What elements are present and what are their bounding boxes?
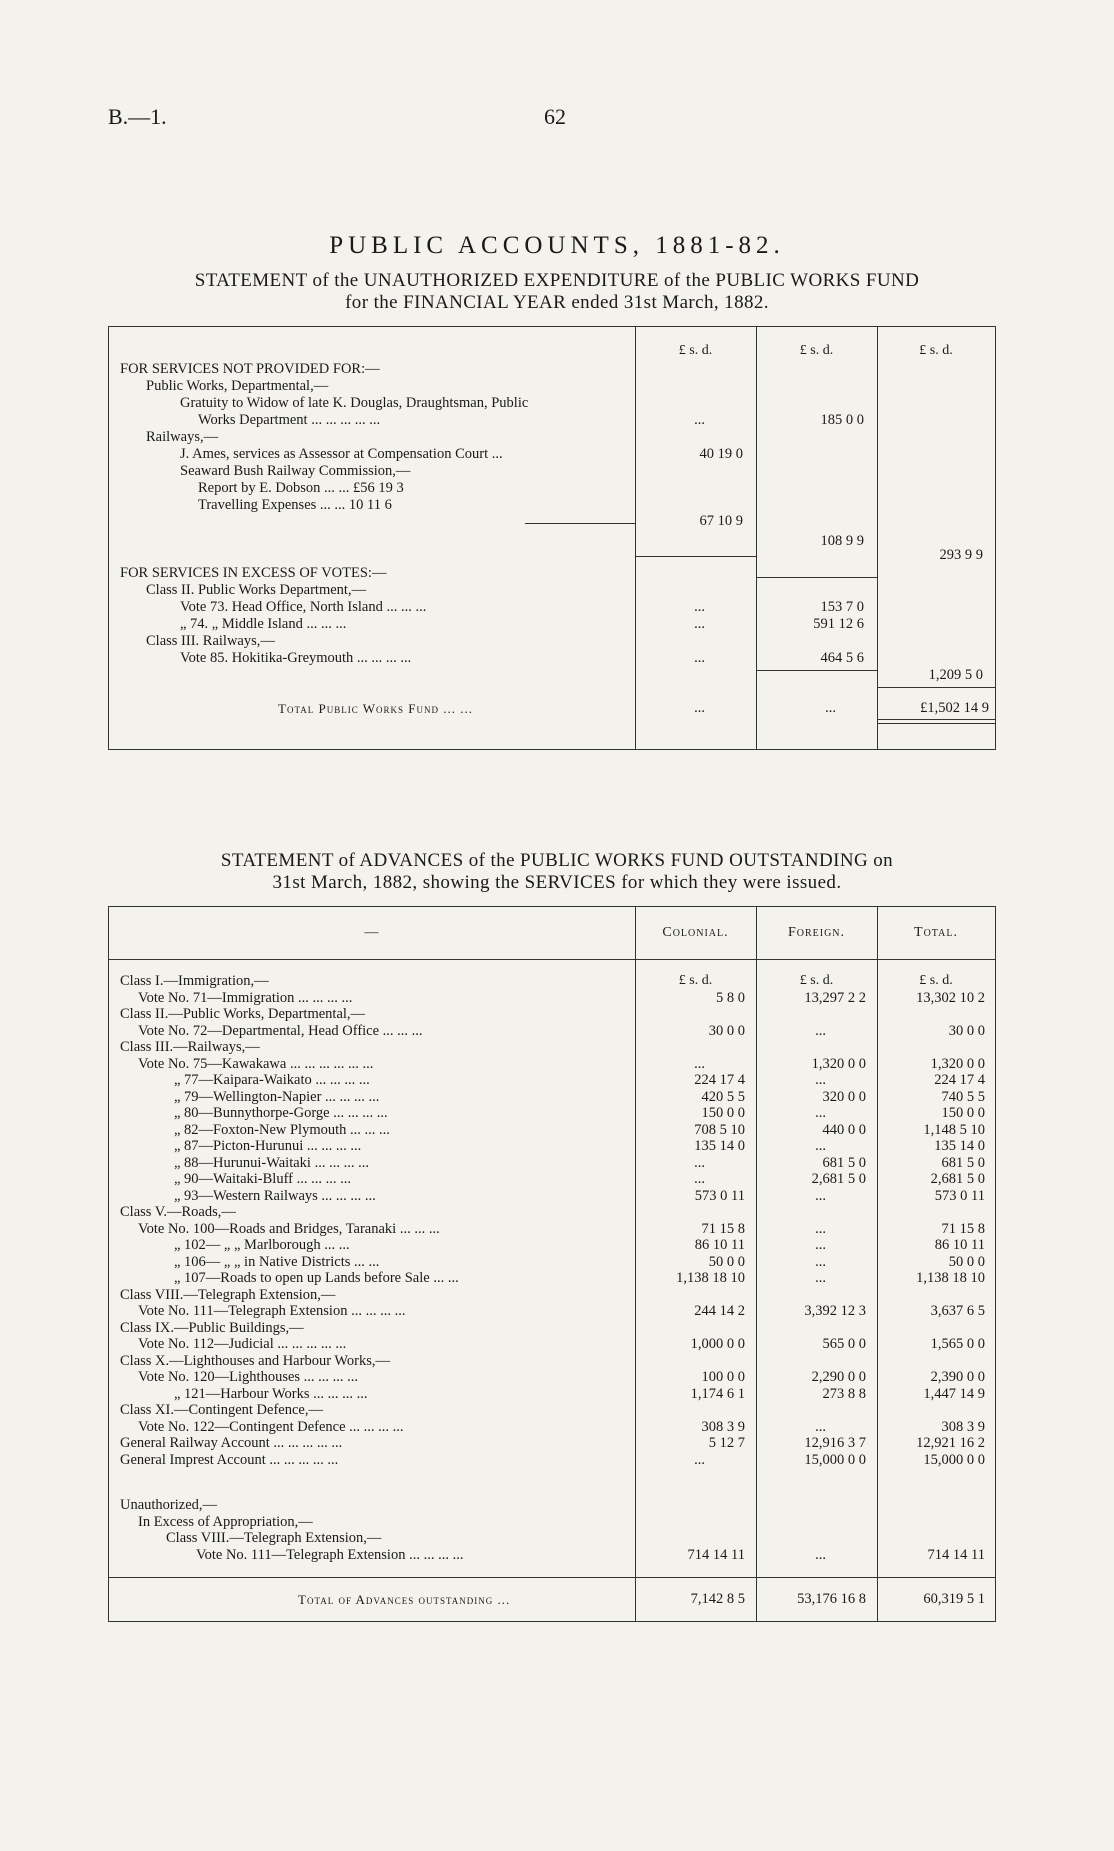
s2-row-label: Class IX.—Public Buildings,—: [120, 1320, 304, 1336]
total-value: 740 5 5: [941, 1089, 985, 1105]
total-value: 573 0 11: [934, 1188, 985, 1204]
s2-row-label: Class XI.—Contingent Defence,—: [120, 1402, 323, 1418]
foreign-value: 15,000 0 0: [804, 1452, 866, 1468]
total-value: 50 0 0: [948, 1254, 985, 1270]
colonial-value: 71 15 8: [701, 1221, 745, 1237]
s1-total-label: Total Public Works Fund ... ...: [278, 701, 473, 716]
foreign-value: ...: [815, 1237, 826, 1253]
page-number: 62: [544, 104, 566, 129]
colonial-value: 1,138 18 10: [676, 1270, 745, 1286]
s1-c2-value: 108 9 9: [820, 533, 864, 549]
s2-row-label: Vote No. 112—Judicial ... ... ... ... ...: [138, 1336, 347, 1352]
foreign-value: 681 5 0: [822, 1155, 866, 1171]
foreign-value: 320 0 0: [822, 1089, 866, 1105]
total-value: 86 10 11: [934, 1237, 985, 1253]
colonial-value: 420 5 5: [701, 1089, 745, 1105]
total-value: 1,447 14 9: [923, 1386, 985, 1402]
s2-row-label: „ 87—Picton-Hurunui ... ... ... ...: [174, 1138, 362, 1154]
s1-c1-value: 40 19 0: [699, 446, 743, 462]
header-colonial: Colonial.: [662, 925, 729, 940]
s1-row-label: Report by E. Dobson ... ... £56 19 3: [198, 480, 404, 496]
s2-row-label: Class VIII.—Telegraph Extension,—: [166, 1530, 382, 1546]
advances-outstanding-table: [108, 906, 996, 1622]
s2-row-label: In Excess of Appropriation,—: [138, 1514, 313, 1530]
total-value: 12,921 16 2: [916, 1435, 985, 1451]
s1-row-label: Class III. Railways,—: [146, 633, 275, 649]
colonial-value: 100 0 0: [701, 1369, 745, 1385]
s1-row-label: Public Works, Departmental,—: [146, 378, 329, 394]
colonial-value: 1,000 0 0: [690, 1336, 745, 1352]
s1-c1-value: 67 10 9: [699, 513, 743, 529]
colonial-value: 708 5 10: [694, 1122, 745, 1138]
foreign-value: 3,392 12 3: [804, 1303, 866, 1319]
s1-row-label: Works Department ... ... ... ... ...: [198, 412, 381, 428]
s2-row-label: Class II.—Public Works, Departmental,—: [120, 1006, 366, 1022]
colonial-value: 244 14 2: [694, 1303, 745, 1319]
total-value: 224 17 4: [934, 1072, 985, 1088]
s1-total-value: £1,502 14 9: [920, 700, 989, 716]
total-value: 1,148 5 10: [923, 1122, 985, 1138]
col2-currency-header: £ s. d.: [799, 343, 834, 358]
foreign-currency-header: £ s. d.: [799, 973, 834, 988]
foreign-value: 440 0 0: [822, 1122, 866, 1138]
total-value: 1,320 0 0: [930, 1056, 985, 1072]
s2-row-label: Vote No. 75—Kawakawa ... ... ... ... ... ...: [138, 1056, 374, 1072]
s2-row-label: Class III.—Railways,—: [120, 1039, 260, 1055]
s2-row-label: Vote No. 72—Departmental, Head Office ... ... ...: [138, 1023, 423, 1039]
s1-row-label: Seaward Bush Railway Commission,—: [180, 463, 411, 479]
colonial-value: 308 3 9: [701, 1419, 745, 1435]
s1-c1-value: ...: [694, 650, 705, 666]
colonial-value: 5 12 7: [708, 1435, 745, 1451]
statement1-subtitle: for the FINANCIAL YEAR ended 31st March, 1882.: [345, 292, 769, 313]
grand-total: 60,319 5 1: [923, 1591, 985, 1607]
colonial-value: 1,174 6 1: [690, 1386, 745, 1402]
foreign-value: 12,916 3 7: [804, 1435, 866, 1451]
total-value: 714 14 11: [927, 1547, 985, 1563]
colonial-value: ...: [694, 1155, 705, 1171]
foreign-value: ...: [815, 1547, 826, 1563]
foreign-value: 1,320 0 0: [811, 1056, 866, 1072]
s1-row-label: Vote 73. Head Office, North Island ... ... ...: [180, 599, 427, 615]
colonial-value: 573 0 11: [694, 1188, 745, 1204]
s2-row-label: Class X.—Lighthouses and Harbour Works,—: [120, 1353, 391, 1369]
header-total: Total.: [914, 925, 958, 940]
total-value: 681 5 0: [941, 1155, 985, 1171]
col1-currency-header: £ s. d.: [678, 343, 713, 358]
total-value: 15,000 0 0: [923, 1452, 985, 1468]
foreign-value: ...: [815, 1254, 826, 1270]
s1-c2-value: 464 5 6: [820, 650, 864, 666]
s1-row-label: Class II. Public Works Department,—: [146, 582, 367, 598]
total-value: 1,565 0 0: [930, 1336, 985, 1352]
foreign-value: ...: [815, 1138, 826, 1154]
s2-row-label: Class VIII.—Telegraph Extension,—: [120, 1287, 336, 1303]
colonial-value: 30 0 0: [708, 1023, 745, 1039]
s2-row-label: „ 102— „ „ Marlborough ... ...: [174, 1237, 350, 1253]
total-value: 150 0 0: [941, 1105, 985, 1121]
total-currency-header: £ s. d.: [919, 973, 953, 988]
colonial-value: 135 14 0: [694, 1138, 745, 1154]
s2-row-label: „ 77—Kaipara-Waikato ... ... ... ...: [174, 1072, 370, 1088]
s1-c3-value: 293 9 9: [939, 547, 983, 563]
total-value: 13,302 10 2: [916, 990, 985, 1006]
s2-row-label: Vote No. 111—Telegraph Extension ... ... ... ...: [138, 1303, 406, 1319]
s1-row-label: J. Ames, services as Assessor at Compensation Court ...: [180, 446, 503, 462]
total-value: 1,138 18 10: [916, 1270, 985, 1286]
s2-row-label: „ 90—Waitaki-Bluff ... ... ... ...: [174, 1171, 351, 1187]
s2-row-label: Unauthorized,—: [120, 1497, 218, 1513]
s2-row-label: General Imprest Account ... ... ... ... ...: [120, 1452, 339, 1468]
s2-row-label: „ 80—Bunnythorpe-Gorge ... ... ... ...: [174, 1105, 388, 1121]
s1-row-label: „ 74. „ Middle Island ... ... ...: [180, 616, 347, 632]
foreign-value: 565 0 0: [822, 1336, 866, 1352]
s1-row-label: Travelling Expenses ... ... 10 11 6: [198, 497, 392, 513]
s2-row-label: Class V.—Roads,—: [120, 1204, 236, 1220]
s1-c2-value: ...: [825, 700, 836, 716]
s1-row-label: Gratuity to Widow of late K. Douglas, Draughtsman, Public: [180, 395, 529, 411]
s2-row-label: „ 93—Western Railways ... ... ... ...: [174, 1188, 376, 1204]
col3-currency-header: £ s. d.: [919, 343, 953, 358]
total-value: 308 3 9: [941, 1419, 985, 1435]
colonial-value: 150 0 0: [701, 1105, 745, 1121]
s1-c1-value: ...: [694, 700, 705, 716]
foreign-value: 2,681 5 0: [811, 1171, 866, 1187]
foreign-value: ...: [815, 1023, 826, 1039]
colonial-value: ...: [694, 1056, 705, 1072]
s1-c3-value: 1,209 5 0: [928, 667, 983, 683]
s2-row-label: General Railway Account ... ... ... ... ...: [120, 1435, 343, 1451]
s1-row-label: Vote 85. Hokitika-Greymouth ... ... ... ...: [180, 650, 412, 666]
foreign-value: ...: [815, 1105, 826, 1121]
s1-c1-value: ...: [694, 412, 705, 428]
s2-row-label: „ 106— „ „ in Native Districts ... ...: [174, 1254, 380, 1270]
foreign-value: 2,290 0 0: [811, 1369, 866, 1385]
s1-c2-value: 591 12 6: [813, 616, 864, 632]
total-value: 2,390 0 0: [930, 1369, 985, 1385]
s2-row-label: „ 121—Harbour Works ... ... ... ...: [174, 1386, 368, 1402]
s2-row-label: „ 107—Roads to open up Lands before Sale ... ...: [174, 1270, 459, 1286]
colonial-value: 5 8 0: [716, 990, 745, 1006]
s1-row-label: FOR SERVICES NOT PROVIDED FOR:—: [120, 361, 380, 377]
statement1-title: STATEMENT of the UNAUTHORIZED EXPENDITURE of the PUBLIC WORKS FUND: [194, 270, 920, 291]
colonial-value: ...: [694, 1171, 705, 1187]
foreign-value: ...: [815, 1221, 826, 1237]
statement2-subtitle: 31st March, 1882, showing the SERVICES for which they were issued.: [272, 872, 842, 893]
page-reference: B.—1.: [108, 104, 167, 129]
s2-row-label: Vote No. 100—Roads and Bridges, Taranaki ... ... ...: [138, 1221, 440, 1237]
total-value: 2,681 5 0: [930, 1171, 985, 1187]
foreign-value: ...: [815, 1270, 826, 1286]
colonial-total: 7,142 8 5: [690, 1591, 745, 1607]
statement2-title: STATEMENT of ADVANCES of the PUBLIC WORKS FUND OUTSTANDING on: [220, 850, 894, 871]
foreign-value: 13,297 2 2: [804, 990, 866, 1006]
s2-row-label: „ 79—Wellington-Napier ... ... ... ...: [174, 1089, 380, 1105]
s1-c2-value: 185 0 0: [820, 412, 864, 428]
s1-row-label: FOR SERVICES IN EXCESS OF VOTES:—: [120, 565, 387, 581]
header-foreign: Foreign.: [787, 925, 846, 940]
total-value: 30 0 0: [948, 1023, 985, 1039]
foreign-value: ...: [815, 1072, 826, 1088]
colonial-value: 86 10 11: [694, 1237, 745, 1253]
s2-row-label: Class I.—Immigration,—: [120, 973, 269, 989]
total-value: 3,637 6 5: [930, 1303, 985, 1319]
colonial-value: 50 0 0: [708, 1254, 745, 1270]
foreign-value: ...: [815, 1188, 826, 1204]
s1-row-label: Railways,—: [146, 429, 219, 445]
total-value: 71 15 8: [941, 1221, 985, 1237]
s2-row-label: „ 82—Foxton-New Plymouth ... ... ...: [174, 1122, 390, 1138]
s2-total-label: Total of Advances outstanding ...: [298, 1592, 511, 1607]
foreign-value: ...: [815, 1419, 826, 1435]
document-title: PUBLIC ACCOUNTS, 1881-82.: [329, 232, 785, 259]
colonial-value: 714 14 11: [687, 1547, 745, 1563]
header-description: —: [364, 925, 379, 940]
foreign-total: 53,176 16 8: [797, 1591, 866, 1607]
colonial-value: ...: [694, 1452, 705, 1468]
s2-row-label: Vote No. 122—Contingent Defence ... ... ... ...: [138, 1419, 404, 1435]
colonial-currency-header: £ s. d.: [678, 973, 713, 988]
s1-c1-value: ...: [694, 616, 705, 632]
total-value: 135 14 0: [934, 1138, 985, 1154]
s2-row-label: „ 88—Hurunui-Waitaki ... ... ... ...: [174, 1155, 369, 1171]
s2-row-label: Vote No. 120—Lighthouses ... ... ... ...: [138, 1369, 359, 1385]
s2-row-label: Vote No. 71—Immigration ... ... ... ...: [138, 990, 353, 1006]
s1-c2-value: 153 7 0: [820, 599, 864, 615]
s2-row-label: Vote No. 111—Telegraph Extension ... ... ... ...: [196, 1547, 464, 1563]
unauthorized-expenditure-table: [108, 326, 996, 750]
s1-c1-value: ...: [694, 599, 705, 615]
colonial-value: 224 17 4: [694, 1072, 745, 1088]
foreign-value: 273 8 8: [822, 1386, 866, 1402]
